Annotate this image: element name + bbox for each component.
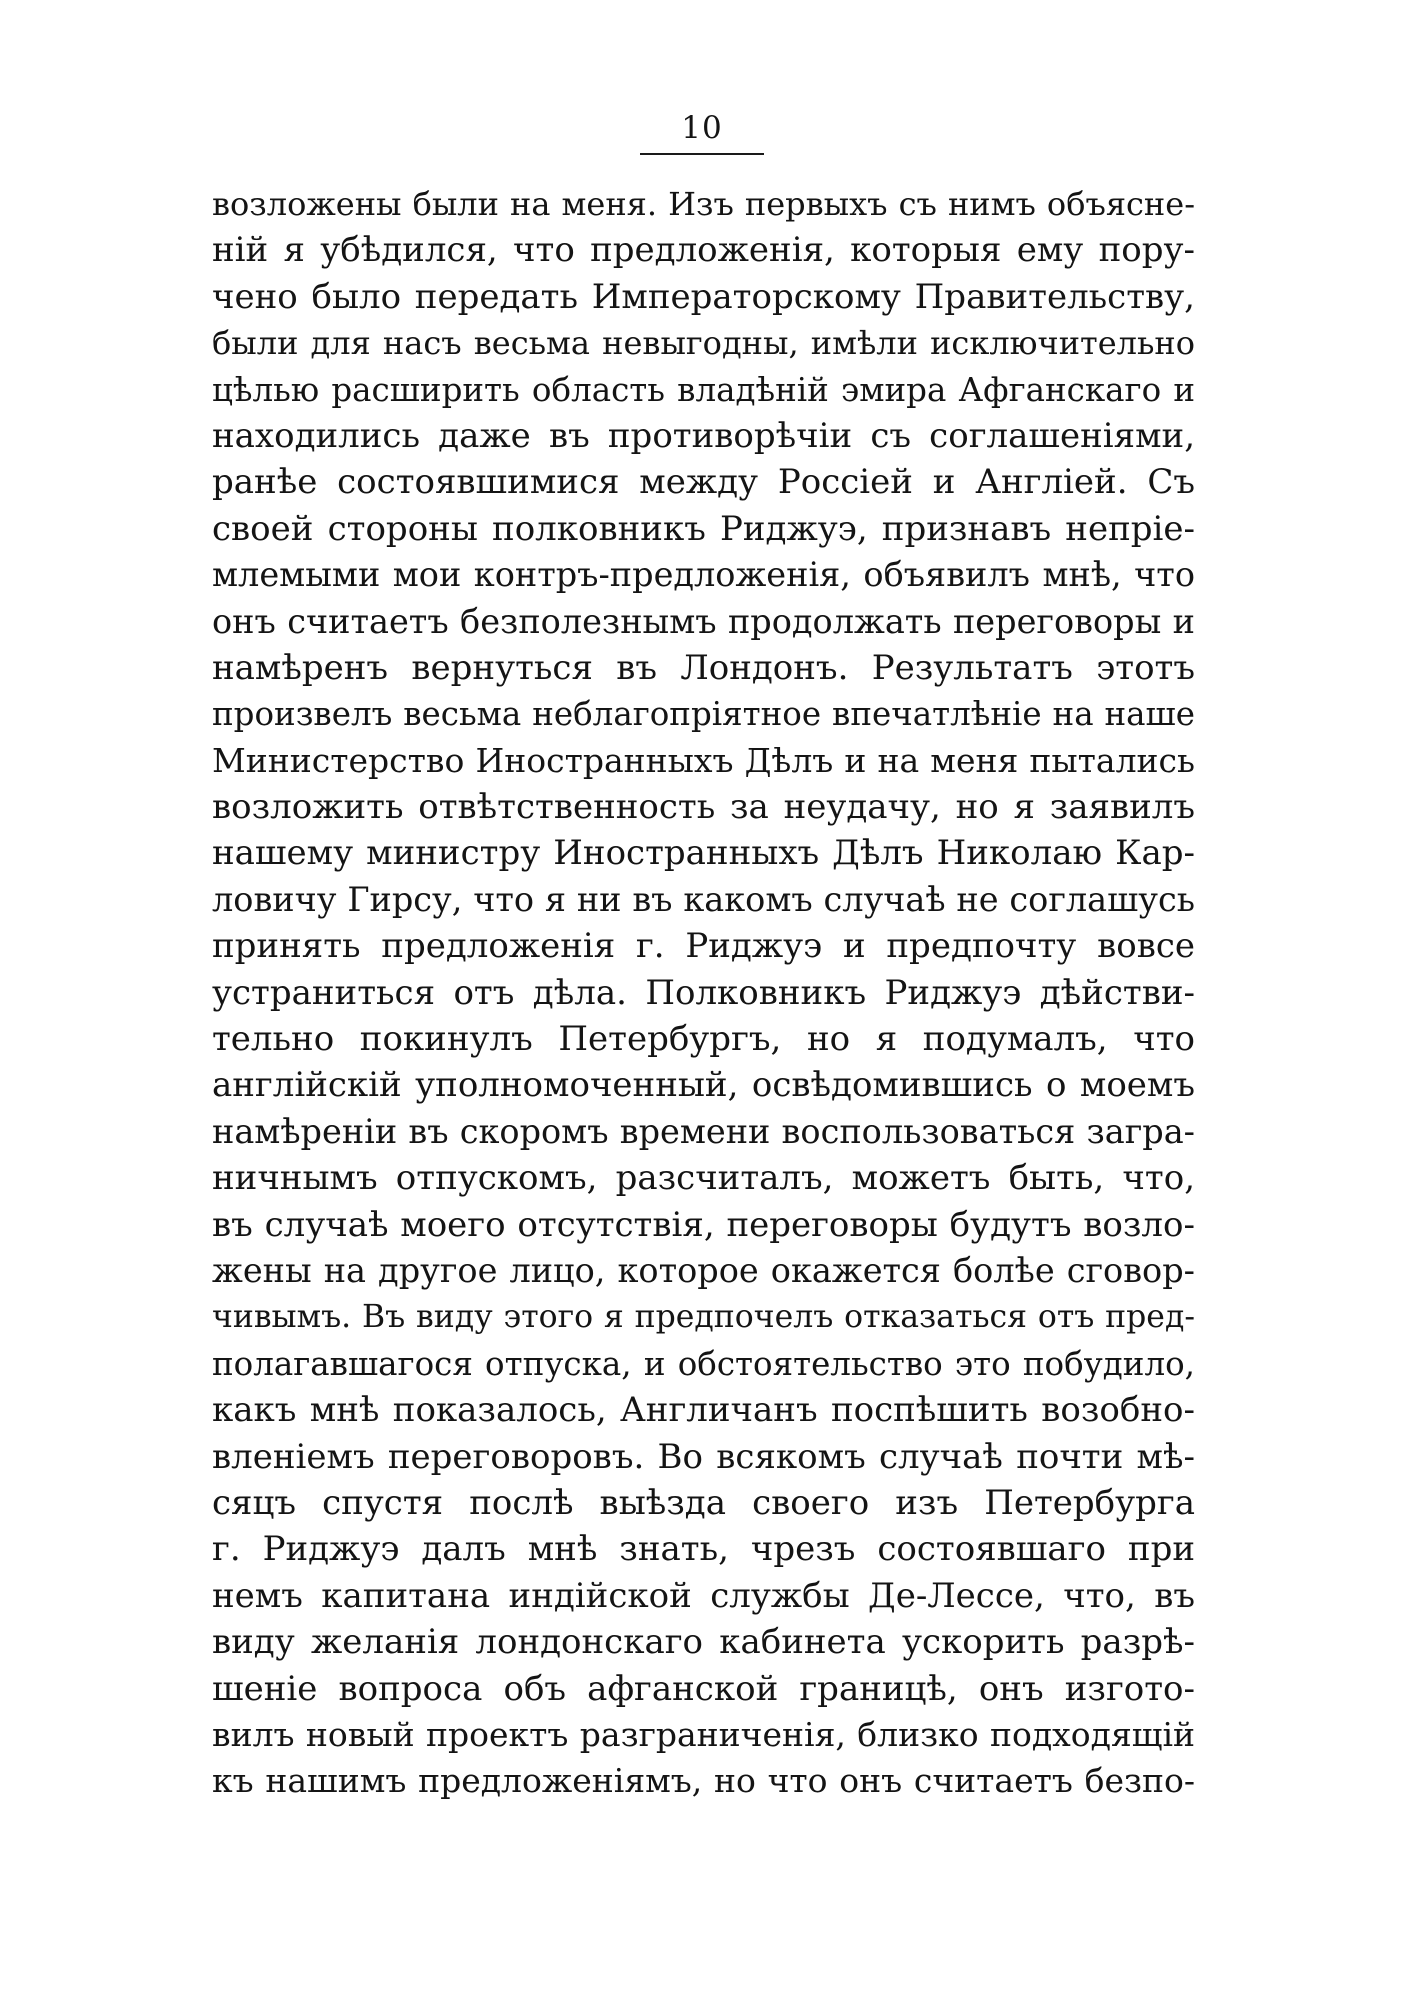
body-text	[212, 181, 1195, 1805]
text-line: ничнымъ отпускомъ, разсчиталъ, можетъ быть, что,	[212, 1158, 1195, 1199]
text-line: нiй я убѣдился, что предложенiя, которыя ему пору-	[212, 230, 1195, 271]
text-line: тельно покинулъ Петербургъ, но я подумалъ, что	[212, 1019, 1195, 1060]
text-line: немъ капитана индiйской службы Де-Лессе, что, въ	[212, 1575, 1195, 1616]
page-number: 10	[681, 110, 723, 146]
text-line: ранѣе состоявшимися между Россiей и Англiей. Съ	[212, 462, 1195, 503]
text-line: устраниться отъ дѣла. Полковникъ Риджуэ дѣйстви-	[212, 972, 1195, 1013]
text-line: какъ мнѣ показалось, Англичанъ поспѣшить возобно-	[212, 1390, 1195, 1431]
page-number-rule	[640, 153, 764, 155]
text-line: своей стороны полковникъ Риджуэ, признавъ непрiе-	[212, 508, 1195, 549]
text-line: намѣренiи въ скоромъ времени воспользоваться загра-	[212, 1111, 1195, 1151]
text-line: произвелъ весьма неблагопрiятное впечатлѣнiе на наше	[212, 695, 1195, 734]
text-line: были для насъ весьма невыгодны, имѣли исключительно	[212, 324, 1195, 363]
text-line: млемыми мои контръ-предложенiя, объявилъ мнѣ, что	[212, 555, 1195, 595]
text-line: возложить отвѣтственность за неудачу, но я заявилъ	[212, 787, 1195, 828]
text-line: принять предложенiя г. Риджуэ и предпочту вовсе	[212, 926, 1195, 967]
text-line: англiйскiй уполномоченный, освѣдомившись о моемъ	[212, 1065, 1195, 1106]
text-line: виду желанiя лондонскаго кабинета ускорить разрѣ-	[212, 1622, 1195, 1663]
text-line: вленiемъ переговоровъ. Во всякомъ случаѣ почти мѣ-	[212, 1436, 1195, 1477]
text-line: чивымъ. Въ виду этого я предпочелъ отказаться отъ пред-	[212, 1299, 1195, 1336]
text-line: жены на другое лицо, которое окажется болѣе сговор-	[212, 1250, 1195, 1290]
text-line: чено было передать Императорскому Правительству,	[212, 276, 1195, 317]
text-line: находились даже въ противорѣчiи съ соглашенiями,	[212, 415, 1195, 456]
text-line: г. Риджуэ далъ мнѣ знать, чрезъ состоявшаго при	[212, 1529, 1195, 1570]
text-line: Министерство Иностранныхъ Дѣлъ и на меня пытались	[212, 740, 1195, 780]
text-line: полагавшагося отпуска, и обстоятельство это побудило,	[212, 1344, 1195, 1383]
text-line: шенiе вопроса объ афганской границѣ, онъ изгото-	[212, 1668, 1195, 1709]
text-line: цѣлью расширить область владѣнiй эмира Афганскаго и	[212, 370, 1195, 409]
text-line: нашему министру Иностранныхъ Дѣлъ Николаю Кар-	[212, 833, 1195, 874]
text-line: онъ считаетъ безполезнымъ продолжать переговоры и	[212, 601, 1195, 641]
text-line: вилъ новый проектъ разграниченiя, близко подходящiй	[212, 1714, 1195, 1754]
text-line: возложены были на меня. Изъ первыхъ съ нимъ объясне-	[212, 185, 1195, 223]
text-line: къ нашимъ предложенiямъ, но что онъ считаетъ безпо-	[212, 1761, 1195, 1801]
text-line: ловичу Гирсу, что я ни въ какомъ случаѣ не соглашусь	[212, 879, 1195, 919]
text-line: намѣренъ вернуться въ Лондонъ. Результатъ этотъ	[212, 647, 1195, 688]
text-line: въ случаѣ моего отсутствiя, переговоры будутъ возло-	[212, 1204, 1195, 1245]
text-line: сяцъ спустя послѣ выѣзда своего изъ Петербурга	[212, 1482, 1195, 1523]
